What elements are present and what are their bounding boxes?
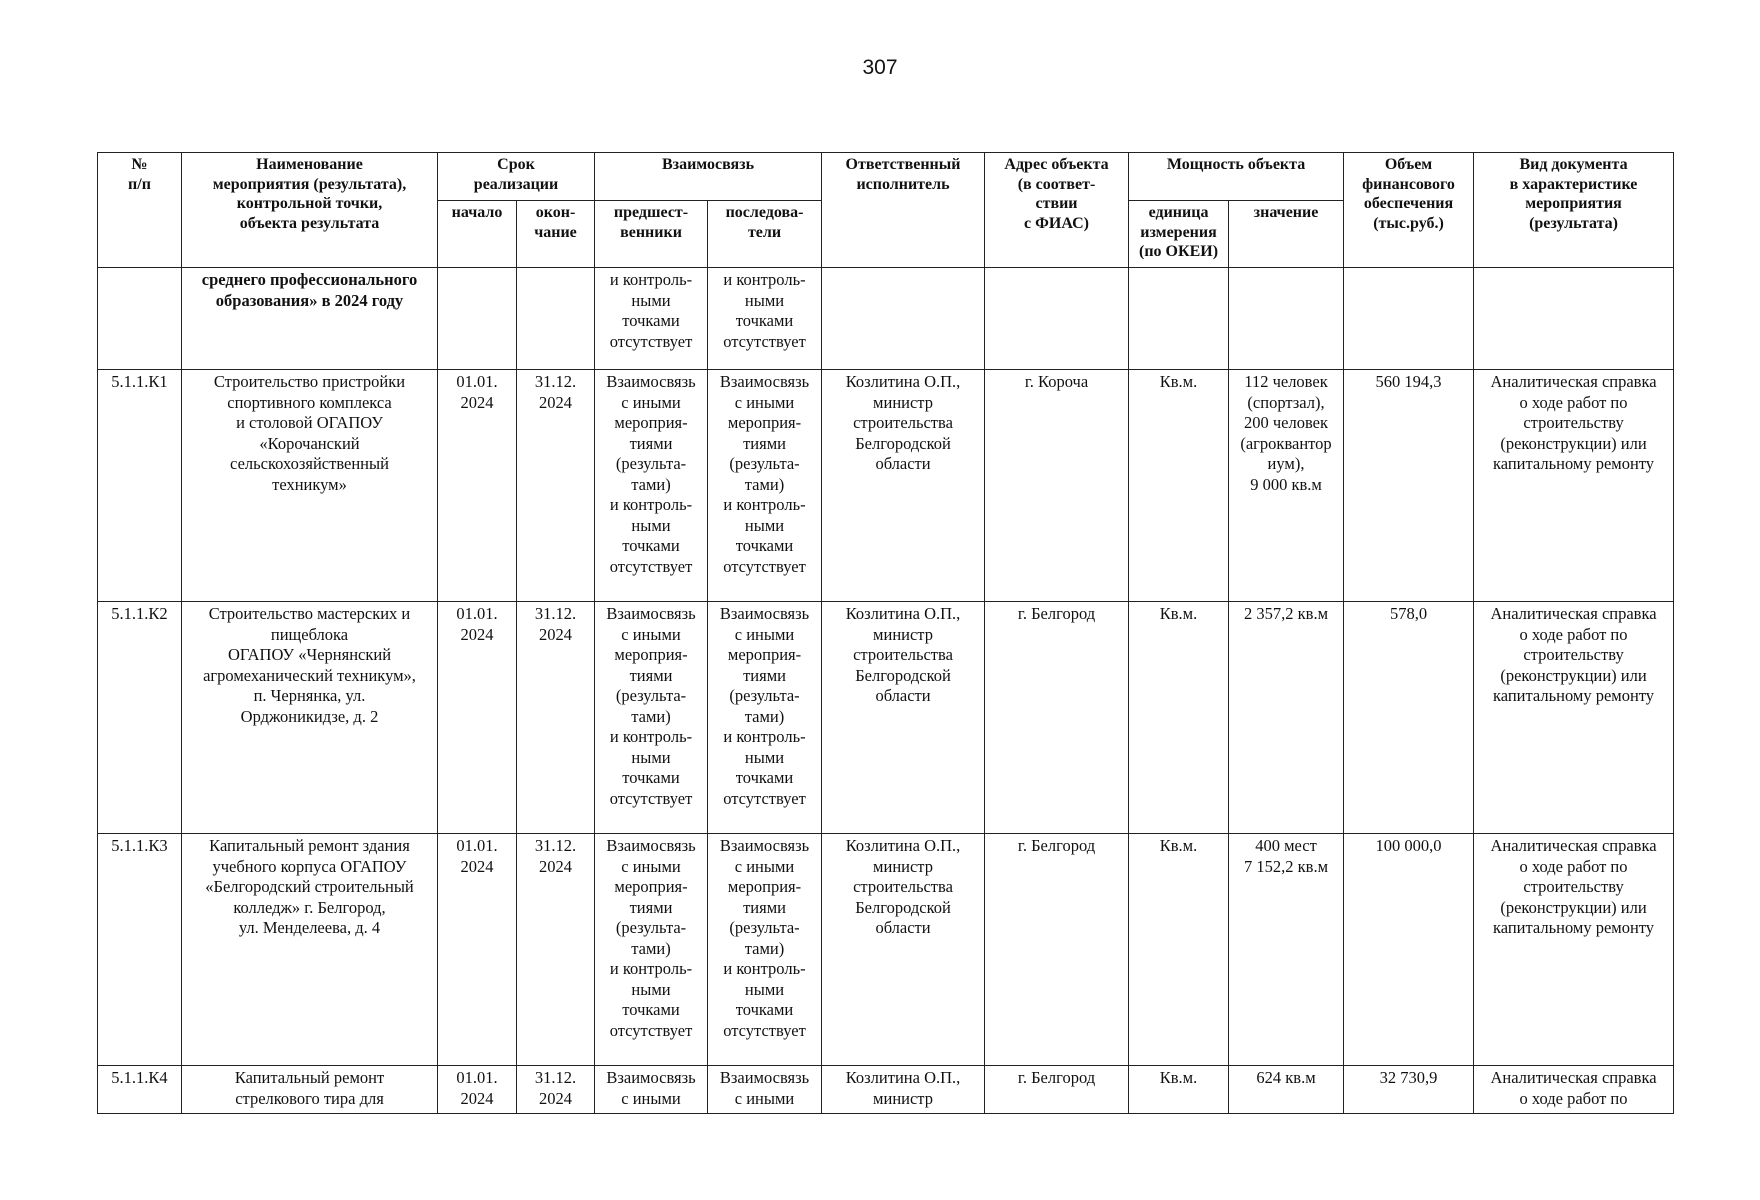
cell-next: и контроль- ными точками отсутствует <box>708 268 822 370</box>
header-link-prev: предшест- венники <box>595 201 708 268</box>
header-period: Срок реализации <box>438 153 595 201</box>
header-finance: Объем финансового обеспечения (тыс.руб.) <box>1344 153 1474 268</box>
cell-end: 31.12. 2024 <box>517 834 595 1066</box>
cell-responsible: Козлитина О.П., министр строительства Белгородской области <box>822 602 985 834</box>
cell-prev: Взаимосвязь с иными мероприя- тиями (результа- тами) и контроль- ными точками отсутствует <box>595 834 708 1066</box>
header-capacity-value: значение <box>1229 201 1344 268</box>
cell-responsible <box>822 268 985 370</box>
cell-doc: Аналитическая справка о ходе работ по <box>1474 1066 1674 1114</box>
cell-name: Капитальный ремонт здания учебного корпуса ОГАПОУ «Белгородский строительный колледж» г. Белгород, ул. Менделеева, д. 4 <box>182 834 438 1066</box>
measures-table <box>97 152 1674 1114</box>
cell-end: 31.12. 2024 <box>517 602 595 834</box>
header-address: Адрес объекта (в соответ- ствии с ФИАС) <box>985 153 1129 268</box>
cell-unit: Кв.м. <box>1129 602 1229 834</box>
cell-address: г. Белгород <box>985 834 1129 1066</box>
cell-next: Взаимосвязь с иными мероприя- тиями (результа- тами) и контроль- ными точками отсутствует <box>708 602 822 834</box>
table-row-k3 <box>98 834 1674 1066</box>
cell-finance: 578,0 <box>1344 602 1474 834</box>
cell-finance: 100 000,0 <box>1344 834 1474 1066</box>
cell-value: 112 человек (спортзал), 200 человек (агроквантор иум), 9 000 кв.м <box>1229 370 1344 602</box>
cell-next: Взаимосвязь с иными мероприя- тиями (результа- тами) и контроль- ными точками отсутствует <box>708 834 822 1066</box>
header-period-end: окон- чание <box>517 201 595 268</box>
cell-prev: Взаимосвязь с иными мероприя- тиями (результа- тами) и контроль- ными точками отсутствует <box>595 602 708 834</box>
header-capacity: Мощность объекта <box>1129 153 1344 201</box>
cell-name: среднего профессионального образования» в 2024 году <box>182 268 438 370</box>
cell-prev: Взаимосвязь с иными <box>595 1066 708 1114</box>
cell-address: г. Белгород <box>985 1066 1129 1114</box>
cell-num <box>98 268 182 370</box>
cell-next: Взаимосвязь с иными мероприя- тиями (результа- тами) и контроль- ными точками отсутствует <box>708 370 822 602</box>
header-name: Наименование мероприятия (результата), контрольной точки, объекта результата <box>182 153 438 268</box>
cell-num: 5.1.1.К2 <box>98 602 182 834</box>
cell-start: 01.01. 2024 <box>438 370 517 602</box>
cell-name: Строительство пристройки спортивного комплекса и столовой ОГАПОУ «Корочанский сельскохозяйственный техникум» <box>182 370 438 602</box>
cell-next: Взаимосвязь с иными <box>708 1066 822 1114</box>
header-doc-type: Вид документа в характеристике мероприятия (результата) <box>1474 153 1674 268</box>
cell-prev: и контроль- ными точками отсутствует <box>595 268 708 370</box>
cell-address: г. Короча <box>985 370 1129 602</box>
cell-unit: Кв.м. <box>1129 370 1229 602</box>
cell-start <box>438 268 517 370</box>
table-row-k2 <box>98 602 1674 834</box>
cell-finance: 560 194,3 <box>1344 370 1474 602</box>
cell-unit: Кв.м. <box>1129 834 1229 1066</box>
table-row-k4 <box>98 1066 1674 1114</box>
cell-address <box>985 268 1129 370</box>
header-capacity-unit: единица измерения (по ОКЕИ) <box>1129 201 1229 268</box>
header-link: Взаимосвязь <box>595 153 822 201</box>
cell-value <box>1229 268 1344 370</box>
cell-start: 01.01. 2024 <box>438 602 517 834</box>
header-responsible: Ответственный исполнитель <box>822 153 985 268</box>
cell-end <box>517 268 595 370</box>
page-number: 307 <box>862 56 898 79</box>
cell-value: 400 мест 7 152,2 кв.м <box>1229 834 1344 1066</box>
cell-prev: Взаимосвязь с иными мероприя- тиями (результа- тами) и контроль- ными точками отсутствует <box>595 370 708 602</box>
cell-num: 5.1.1.К1 <box>98 370 182 602</box>
cell-responsible: Козлитина О.П., министр строительства Белгородской области <box>822 370 985 602</box>
cell-doc <box>1474 268 1674 370</box>
cell-end: 31.12. 2024 <box>517 370 595 602</box>
cell-start: 01.01. 2024 <box>438 834 517 1066</box>
table-row-k1 <box>98 370 1674 602</box>
cell-responsible: Козлитина О.П., министр строительства Белгородской области <box>822 834 985 1066</box>
cell-finance: 32 730,9 <box>1344 1066 1474 1114</box>
cell-doc: Аналитическая справка о ходе работ по строительству (реконструкции) или капитальному ремонту <box>1474 834 1674 1066</box>
cell-address: г. Белгород <box>985 602 1129 834</box>
header-period-start: начало <box>438 201 517 268</box>
header-num: № п/п <box>98 153 182 268</box>
cell-num: 5.1.1.К4 <box>98 1066 182 1114</box>
cell-unit: Кв.м. <box>1129 1066 1229 1114</box>
cell-name: Строительство мастерских и пищеблока ОГАПОУ «Чернянский агромеханический техникум», п. Чернянка, ул. Орджоникидзе, д. 2 <box>182 602 438 834</box>
cell-num: 5.1.1.К3 <box>98 834 182 1066</box>
cell-end: 31.12. 2024 <box>517 1066 595 1114</box>
cell-name: Капитальный ремонт стрелкового тира для <box>182 1066 438 1114</box>
header-link-next: последова- тели <box>708 201 822 268</box>
cell-responsible: Козлитина О.П., министр <box>822 1066 985 1114</box>
cell-finance <box>1344 268 1474 370</box>
cell-start: 01.01. 2024 <box>438 1066 517 1114</box>
cell-value: 624 кв.м <box>1229 1066 1344 1114</box>
cell-unit <box>1129 268 1229 370</box>
header-row-1 <box>98 153 1674 201</box>
cell-value: 2 357,2 кв.м <box>1229 602 1344 834</box>
cell-doc: Аналитическая справка о ходе работ по строительству (реконструкции) или капитальному ремонту <box>1474 370 1674 602</box>
table-row-continuation <box>98 268 1674 370</box>
cell-doc: Аналитическая справка о ходе работ по строительству (реконструкции) или капитальному ремонту <box>1474 602 1674 834</box>
